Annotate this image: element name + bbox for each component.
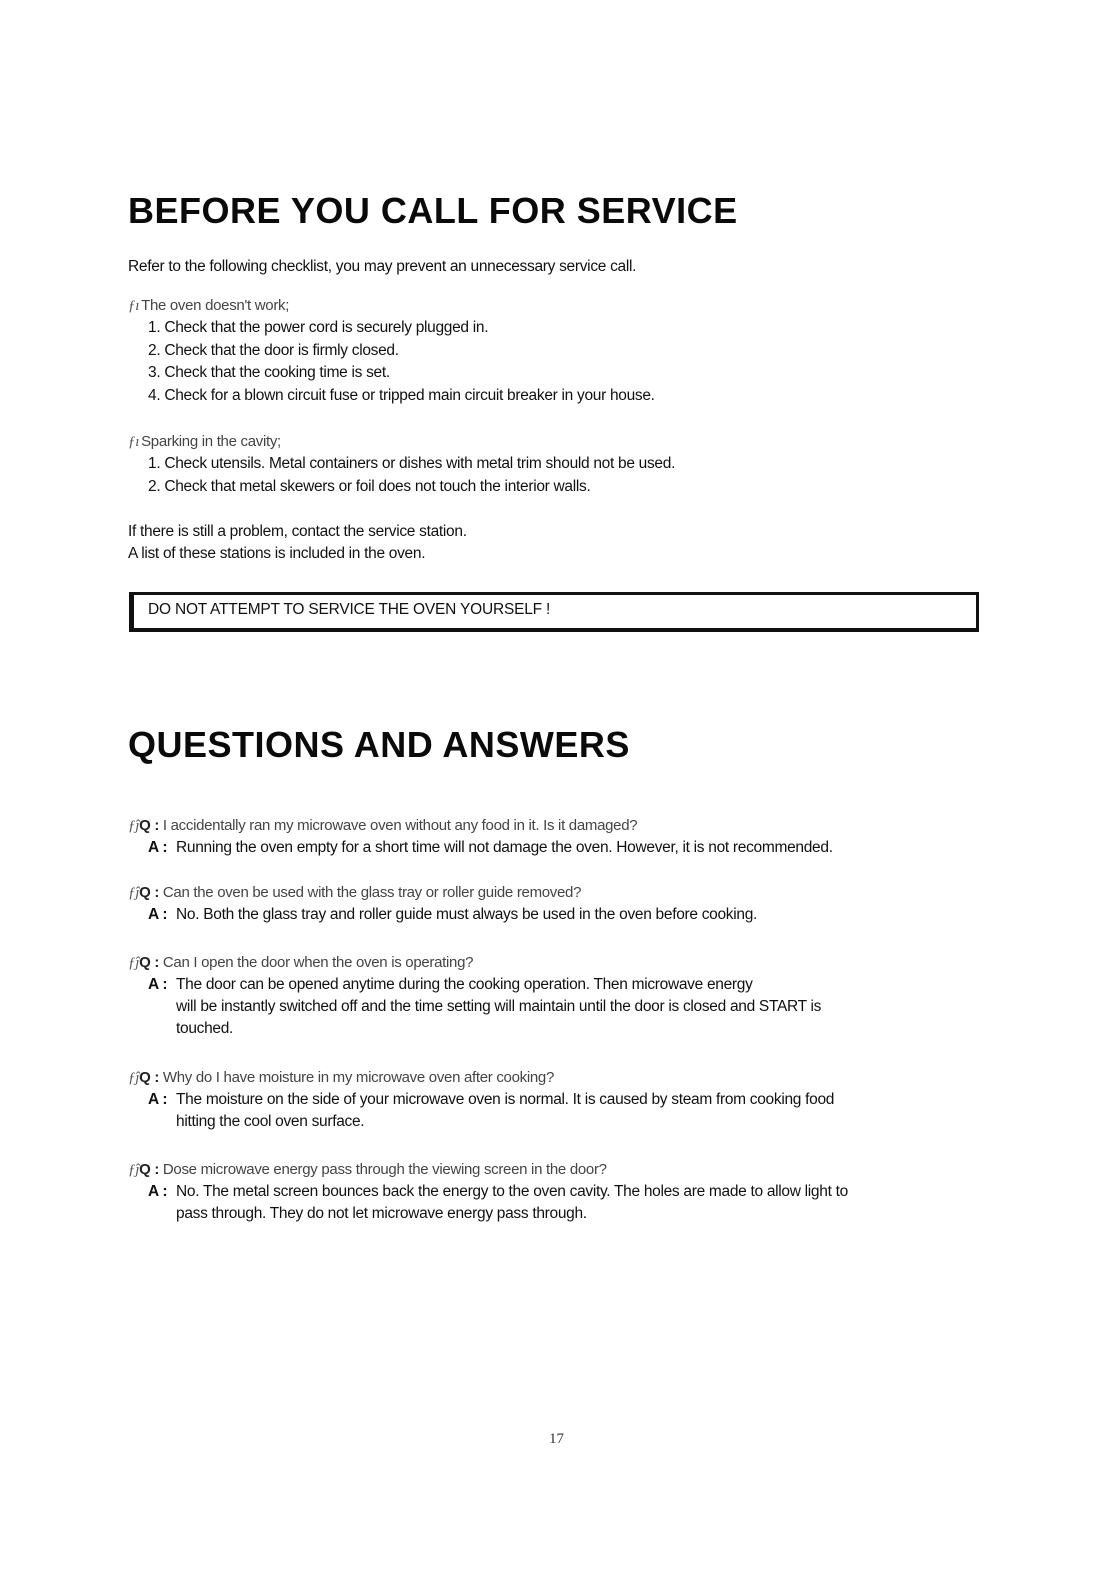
checklist-step: 1. Check utensils. Metal containers or dishes with metal trim should not be used. [148,455,676,472]
checklist-step: 2. Check that the door is firmly closed. [148,341,399,359]
warning-text: DO NOT ATTEMPT TO SERVICE THE OVEN YOURSELF ! [148,601,551,618]
answer-line: pass through. They do not let microwave energy pass through. [176,1205,587,1222]
question [128,882,1008,904]
checklist-heading-text: Sparking in the cavity; [141,433,281,450]
question-label: Q : [139,884,160,901]
question-label: Q : [139,954,160,971]
answer-line: No. Both the glass tray and roller guide must always be used in the oven before cooking. [176,906,758,923]
question [128,1159,1008,1181]
bullet-mark: ƒĵ [128,885,140,901]
bullet-mark: ƒı [128,434,140,450]
checklist-step: 4. Check for a blown circuit fuse or tripped main circuit breaker in your house. [148,386,655,404]
qa-item [128,952,1008,1040]
qa-item [128,1067,1008,1133]
checklist-sparking [128,431,1008,498]
answer-label: A : [148,906,168,923]
question-text: Can I open the door when the oven is operating? [162,954,474,971]
answer-label: A : [148,839,168,856]
answer-label: A : [148,1183,168,1200]
note-line: If there is still a problem, contact the service station. [128,523,467,540]
question-text: Dose microwave energy pass through the viewing screen in the door? [162,1161,607,1178]
checklist-step: 2. Check that metal skewers or foil does not touch the interior walls. [148,477,591,495]
bullet-mark: ƒĵ [128,1162,140,1178]
answer-line: touched. [176,1020,234,1037]
page-number: 17 [549,1431,564,1447]
note-line: A list of these stations is included in the oven. [128,545,426,562]
answer [128,904,1008,926]
checklist-steps [128,317,1008,407]
checklist-heading [128,431,1008,453]
question-text: Why do I have moisture in my microwave oven after cooking? [162,1069,554,1086]
checklist-heading [128,295,1008,317]
question-label: Q : [139,1161,160,1178]
section-title-service: BEFORE YOU CALL FOR SERVICE [128,190,738,231]
bullet-mark: ƒı [128,298,140,314]
question-text: I accidentally ran my microwave oven without any food in it. Is it damaged? [162,817,638,834]
answer [128,837,1008,859]
answer-line: hitting the cool oven surface. [176,1113,365,1130]
bullet-mark: ƒĵ [128,955,140,971]
question-label: Q : [139,817,160,834]
service-note [128,521,467,565]
checklist-heading-text: The oven doesn't work; [141,297,290,314]
service-intro: Refer to the following checklist, you may prevent an unnecessary service call. [128,258,637,275]
bullet-mark: ƒĵ [128,1070,140,1086]
answer-label: A : [148,976,168,993]
question [128,1067,1008,1089]
warning-box [129,592,979,632]
answer-line: No. The metal screen bounces back the energy to the oven cavity. The holes are made to allow light to [176,1183,848,1200]
answer-line: The moisture on the side of your microwave oven is normal. It is caused by steam from cooking food [176,1091,835,1108]
answer [128,1089,1008,1133]
checklist-step: 1. Check that the power cord is securely plugged in. [148,319,489,336]
checklist-step: 3. Check that the cooking time is set. [148,364,390,381]
checklist-oven-not-working [128,295,1008,407]
question [128,952,1008,974]
checklist-steps [128,453,1008,498]
qa-item [128,882,1008,926]
answer-line: The door can be opened anytime during the cooking operation. Then microwave energy [176,976,753,993]
answer [128,1181,1008,1225]
qa-item [128,1159,1008,1225]
section-title-qa: QUESTIONS AND ANSWERS [128,724,630,765]
question [128,815,1008,837]
answer-line: Running the oven empty for a short time will not damage the oven. However, it is not recommended. [176,839,833,856]
answer [128,974,1008,1040]
qa-item [128,815,1008,859]
answer-line: will be instantly switched off and the time setting will maintain until the door is closed and START is [176,998,822,1015]
question-text: Can the oven be used with the glass tray or roller guide removed? [162,884,582,901]
bullet-mark: ƒĵ [128,818,140,834]
question-label: Q : [139,1069,160,1086]
answer-label: A : [148,1091,168,1108]
